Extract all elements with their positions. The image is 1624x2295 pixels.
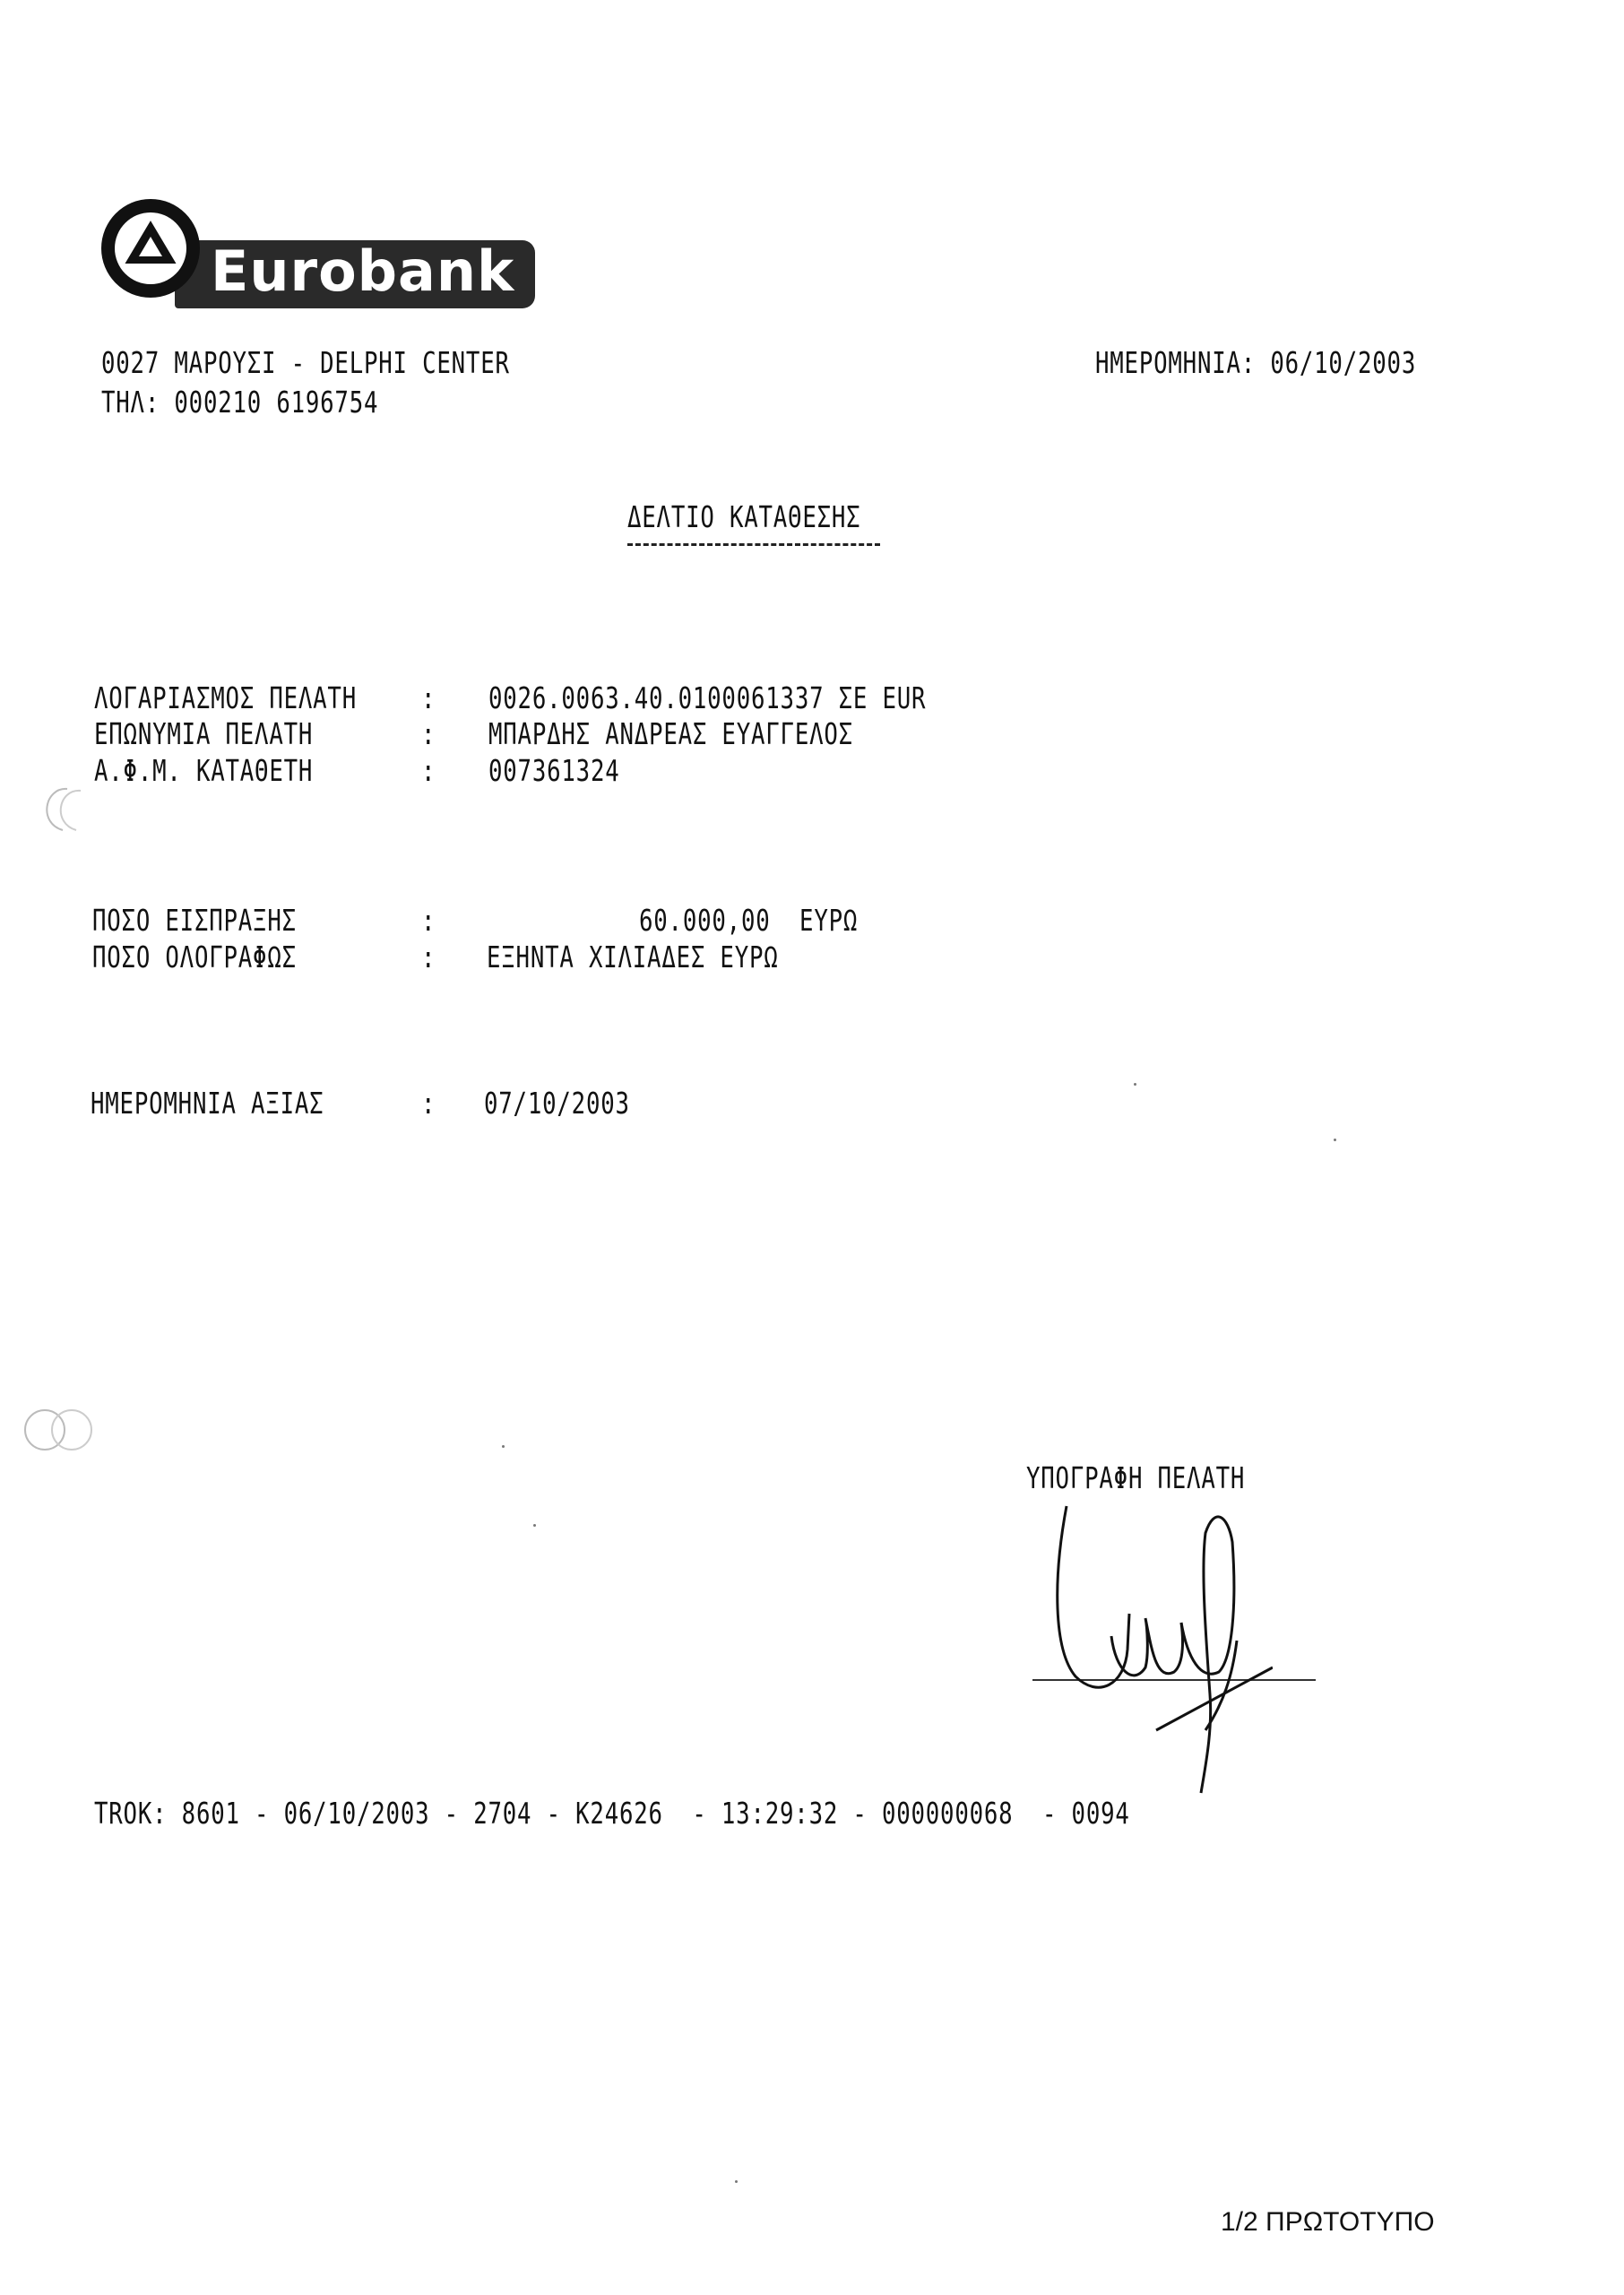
tax-id-label: Α.Φ.Μ. ΚΑΤΑΘΕΤΗ [94, 753, 314, 788]
name-label: ΕΠΩΝΥΜΙΑ ΠΕΛΑΤΗ [94, 716, 314, 751]
name-separator: : [421, 716, 436, 751]
amount-words-value: ΕΞΗΝΤΑ ΧΙΛΙΑΔΕΣ ΕΥΡΩ [487, 940, 779, 974]
amount-words-separator: : [421, 940, 436, 974]
value-date-label: ΗΜΕΡΟΜΗΝΙΑ ΑΞΙΑΣ [91, 1086, 324, 1121]
logo-wordmark: Eurobank [211, 238, 515, 304]
customer-signature [1049, 1470, 1273, 1811]
title-underline [627, 543, 880, 546]
scan-speck [1134, 1083, 1136, 1086]
tax-id-separator: : [421, 753, 436, 788]
scan-speck [533, 1524, 536, 1527]
account-separator: : [421, 680, 436, 715]
value-date-value: 07/10/2003 [484, 1086, 630, 1121]
tax-id-value: 007361324 [488, 753, 620, 788]
scan-speck [1334, 1139, 1336, 1141]
document-date: ΗΜΕΡΟΜΗΝΙΑ: 06/10/2003 [1095, 345, 1417, 380]
name-value: ΜΠΑΡΔΗΣ ΑΝΔΡΕΑΣ ΕΥΑΓΓΕΛΟΣ [488, 716, 853, 751]
document-title: ΔΕΛΤΙΟ ΚΑΤΑΘΕΣΗΣ [627, 499, 861, 534]
transaction-line: TRΟΚ: 8601 - 06/10/2003 - 2704 - Κ24626 - 13:29:32 - 000000068 - 0094 [94, 1796, 1130, 1831]
amount-value: 60.000,00 ΕΥΡΩ [639, 903, 859, 938]
branch-line: 0027 ΜΑΡΟΥΣΙ - DELPHI CENTER [101, 345, 510, 380]
amount-label: ΠΟΣΟ ΕΙΣΠΡΑΞΗΣ [92, 903, 297, 938]
signature-label: ΥΠΟΓΡΑΦΗ ΠΕΛΑΤΗ [1026, 1460, 1246, 1495]
account-value: 0026.0063.40.0100061337 ΣΕ EUR [488, 680, 927, 715]
logo-emblem-icon [101, 199, 200, 298]
amount-separator: : [421, 903, 436, 938]
value-date-separator: : [421, 1086, 436, 1121]
account-label: ΛΟΓΑΡΙΑΣΜΟΣ ΠΕΛΑΤΗ [94, 680, 357, 715]
punch-hole-mark-icon [27, 778, 90, 844]
punch-hole-mark-icon [20, 1399, 100, 1465]
copy-note: 1/2 ΠΡΩΤΟΤΥΠΟ [1221, 2207, 1435, 2237]
scan-speck [735, 2180, 738, 2183]
phone-line: ΤΗΛ: 000210 6196754 [101, 385, 379, 420]
eurobank-logo [101, 190, 540, 316]
amount-words-label: ΠΟΣΟ ΟΛΟΓΡΑΦΩΣ [92, 940, 297, 974]
scan-speck [502, 1445, 505, 1448]
